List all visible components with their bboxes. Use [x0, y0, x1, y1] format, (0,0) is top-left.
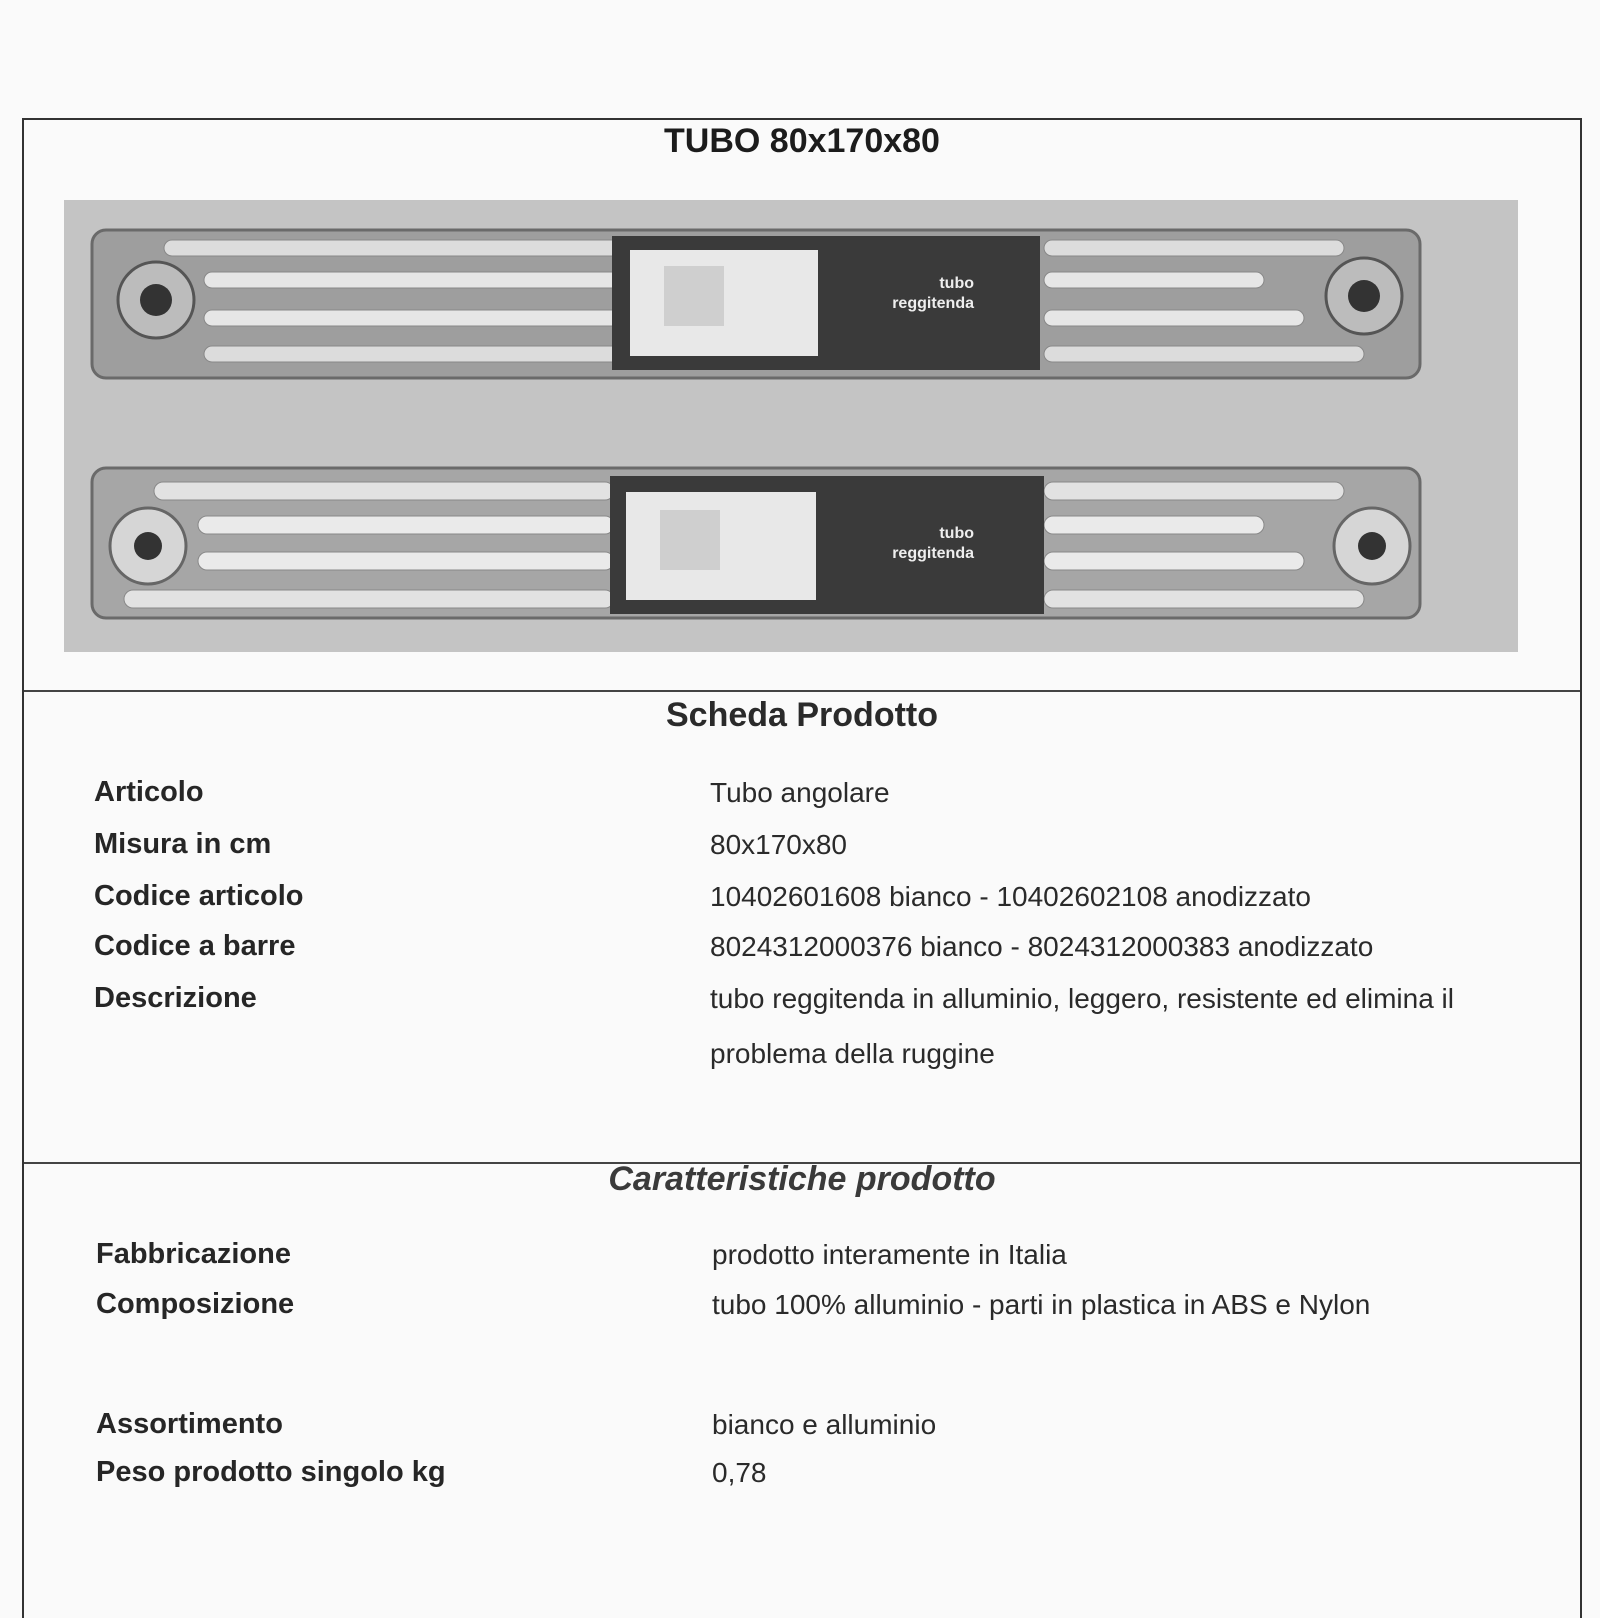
label-peso: Peso prodotto singolo kg [96, 1456, 446, 1488]
page-title: TUBO 80x170x80 [664, 122, 940, 160]
value-misura: 80x170x80 [710, 829, 848, 860]
value-articolo: Tubo angolare [710, 777, 890, 808]
label-misura: Misura in cm [94, 828, 272, 860]
value-codice-articolo: 10402601608 bianco - 10402602108 anodizzato [710, 881, 1311, 912]
value-composizione: tubo 100% alluminio - parti in plastica in ABS e Nylon [712, 1289, 1371, 1320]
section-divider [24, 690, 1580, 692]
label-assortimento: Assortimento [96, 1408, 283, 1440]
value-assortimento: bianco e alluminio [712, 1409, 937, 1440]
value-descrizione: tubo reggitenda in alluminio, leggero, resistente ed elimina il problema della ruggine [710, 983, 1454, 1069]
value-peso: 0,78 [712, 1457, 767, 1488]
pack-top-label-line1: tubo [939, 275, 974, 292]
pack-bottom-label [864, 524, 974, 564]
pack-bottom-label-line2: reggitenda [892, 545, 974, 562]
pack-bottom [92, 468, 1420, 618]
value-codice-barre: 8024312000376 bianco - 8024312000383 anodizzato [710, 931, 1374, 962]
value-fabbricazione: prodotto interamente in Italia [712, 1239, 1067, 1270]
label-descrizione: Descrizione [94, 982, 257, 1014]
product-photo [64, 200, 1518, 652]
label-fabbricazione: Fabbricazione [96, 1238, 291, 1270]
pack-top-label-line2: reggitenda [892, 295, 974, 312]
caratteristiche-heading: Caratteristiche prodotto [608, 1160, 996, 1198]
label-codice-barre: Codice a barre [94, 930, 296, 962]
pack-bottom-label-line1: tubo [939, 525, 974, 542]
pack-top-label [864, 274, 974, 314]
label-codice-articolo: Codice articolo [94, 880, 304, 912]
product-photo-drawing [64, 200, 1518, 652]
pack-top [92, 230, 1420, 378]
scheda-heading: Scheda Prodotto [665, 696, 939, 734]
label-composizione: Composizione [96, 1288, 295, 1320]
product-sheet [22, 118, 1582, 1618]
label-articolo: Articolo [94, 776, 204, 808]
